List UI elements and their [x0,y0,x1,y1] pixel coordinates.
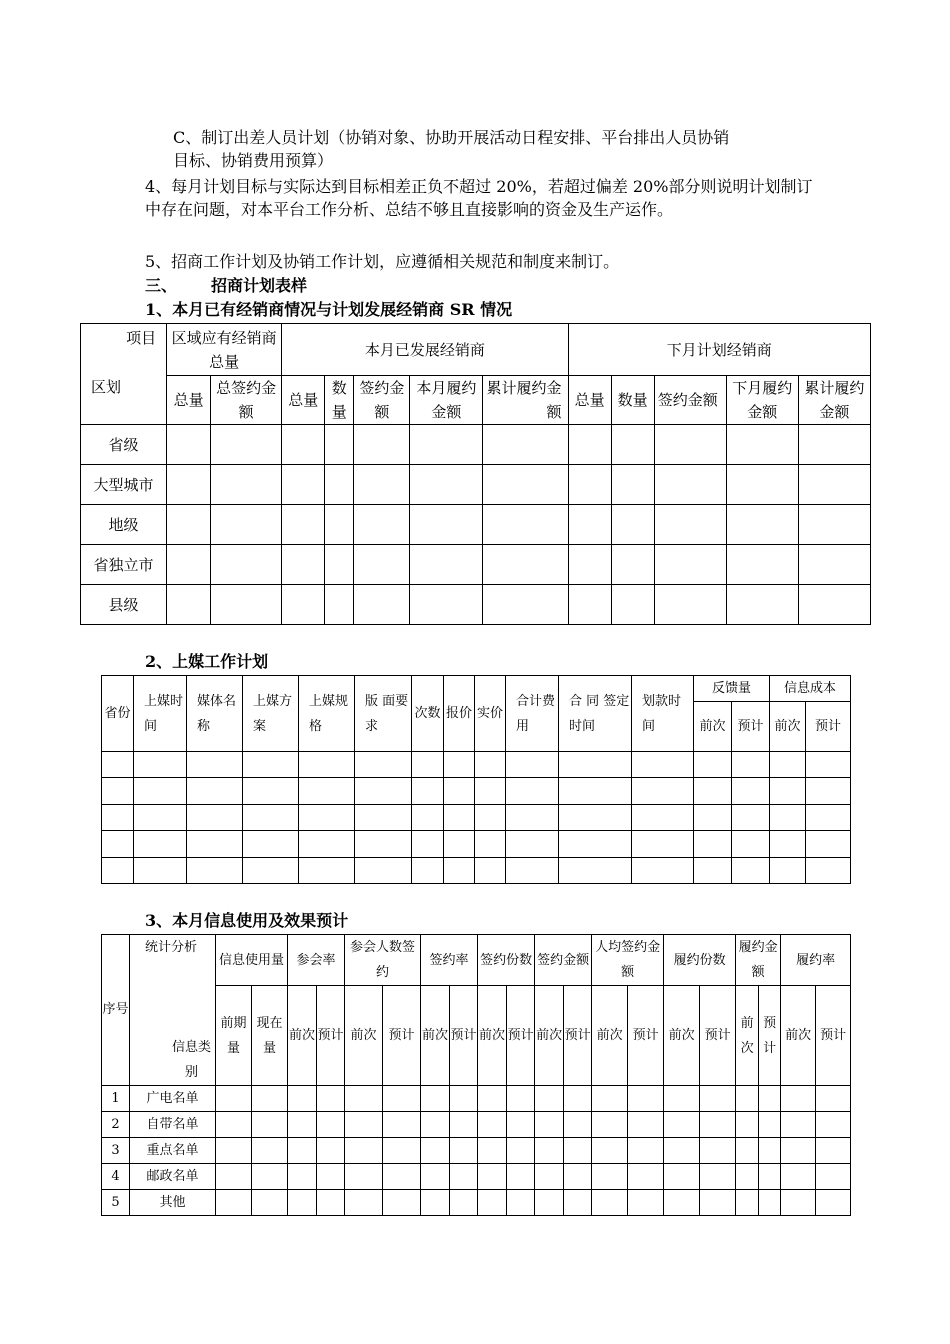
table-row [102,1086,851,1112]
table-row [102,1112,851,1138]
section-3-heading [145,275,307,297]
sub-header: 累计履约金额 [483,376,568,425]
dealer-status-table [80,323,871,625]
header-group: 人均签约金额 [592,935,664,986]
header-seq-label: 序号 [102,1002,129,1017]
sub-cur-qty: 现在量 [252,986,288,1086]
table2-title: 2、上媒工作计划 [145,652,269,671]
row-category: 邮政名单 [130,1164,216,1190]
row-number: 1 [102,1086,130,1112]
plan-item-c-line1: C、制订出差人员计划（协销对象、协助开展活动日程安排、平台排出人员协销 [173,128,730,147]
corner-region-label: 区划 [91,378,122,396]
header-seq [102,935,130,1086]
paragraph-4: 4、每月计划目标与实际达到目标相差正负不超过 20%，若超过偏差 20%部分则说明计划制订中存在问题，对本平台工作分析、总结不够且直接影响的资金及生产运作。 [145,177,813,219]
header-group: 履约份数 [664,935,736,986]
table-row [102,831,851,858]
section-3-number: 三、 [145,276,178,295]
header-media-name: 媒体名称 [187,676,243,752]
row-label: 省独立市 [81,545,167,585]
sub-est: 预计 [383,986,421,1086]
sub-header: 总量 [167,376,211,425]
sub-prev: 前次 [592,986,628,1086]
group-current-header: 本月已发展经销商 [282,324,568,376]
corner-project-label: 项目 [126,329,157,347]
header-media-spec: 上媒规格 [299,676,355,752]
sub-est: 预计 [732,702,770,752]
header-group: 参会人数签约 [345,935,421,986]
sub-header: 总量 [568,376,611,425]
sub-prev: 前次 [736,986,759,1086]
row-category: 广电名单 [130,1086,216,1112]
table-row [102,805,851,831]
sub-est: 预计 [628,986,664,1086]
row-number: 5 [102,1190,130,1216]
sub-header: 本月履约金额 [410,376,483,425]
row-label: 大型城市 [81,465,167,505]
section-3-title: 招商计划表样 [211,276,308,295]
sub-header: 签约金额 [654,376,726,425]
table-row [102,778,851,805]
table-row [102,1138,851,1164]
sub-prev: 前次 [535,986,564,1086]
group-region-header: 区域应有经销商总量 [167,324,282,376]
group-next-header: 下月计划经销商 [568,324,870,376]
header-group: 签约金额 [535,935,592,986]
table-row [102,752,851,778]
sub-est: 预计 [564,986,592,1086]
header-info-cost: 信息成本 [770,676,851,702]
row-category: 其他 [130,1190,216,1216]
table-row [81,545,871,585]
sub-prev: 前次 [694,702,732,752]
row-label: 县级 [81,585,167,625]
header-group: 履约率 [781,935,851,986]
table-row [102,858,851,884]
sub-header: 总签约金额 [211,376,282,425]
table1-title: 1、本月已有经销商情况与计划发展经销商 SR 情况 [145,300,513,319]
plan-item-c-line2: 目标、协销费用预算） [173,151,334,170]
sub-prev: 前次 [421,986,450,1086]
sub-prev: 前次 [664,986,700,1086]
table3-title: 3、本月信息使用及效果预计 [145,911,349,930]
header-media-plan: 上媒方案 [243,676,299,752]
row-number: 3 [102,1138,130,1164]
row-category: 重点名单 [130,1138,216,1164]
sub-prev: 前次 [345,986,383,1086]
header-actual-price: 实价 [475,676,506,752]
header-total-cost: 合计费用 [506,676,559,752]
sub-header: 下月履约金额 [726,376,798,425]
header-feedback: 反馈量 [694,676,770,702]
header-stat-analysis [130,935,216,1086]
header-payment-time: 划款时间 [632,676,694,752]
header-province: 省份 [102,676,134,752]
header-group: 参会率 [288,935,345,986]
sub-header: 数量 [325,376,354,425]
sub-est: 预计 [700,986,736,1086]
sub-header: 数量 [611,376,654,425]
sub-est: 预计 [816,986,851,1086]
row-label: 省级 [81,425,167,465]
sub-est: 预计 [759,986,781,1086]
table-row [81,465,871,505]
header-group: 履约金额 [736,935,781,986]
sub-header: 累计履约金额 [798,376,870,425]
sub-prev-qty: 前期量 [216,986,252,1086]
media-plan-table [101,675,851,884]
header-times: 次数 [412,676,444,752]
info-usage-table [101,934,851,1216]
info-category-label: 信息类别 [171,1040,211,1080]
sub-prev: 前次 [478,986,507,1086]
header-layout-req: 版 面要求 [355,676,412,752]
stat-analysis-label: 统计分析 [144,940,197,955]
table-row [81,425,871,465]
header-group: 签约率 [421,935,478,986]
corner-header-cell [81,324,167,425]
row-label: 地级 [81,505,167,545]
paragraph-5: 5、招商工作计划及协销工作计划，应遵循相关规范和制度来制订。 [145,252,620,271]
table-row [81,585,871,625]
sub-header: 总量 [282,376,325,425]
header-media-time: 上媒时间 [134,676,187,752]
table-row [102,1164,851,1190]
sub-prev: 前次 [288,986,317,1086]
header-contract-time: 合 同 签定时间 [559,676,632,752]
sub-header: 签约金额 [354,376,410,425]
table-row [102,1190,851,1216]
table-row [81,505,871,545]
header-quote: 报价 [444,676,475,752]
header-info-usage: 信息使用量 [216,935,288,986]
sub-prev: 前次 [781,986,816,1086]
row-number: 4 [102,1164,130,1190]
sub-est: 预计 [317,986,345,1086]
sub-est: 预计 [507,986,535,1086]
sub-prev: 前次 [770,702,806,752]
sub-est: 预计 [450,986,478,1086]
row-number: 2 [102,1112,130,1138]
header-group: 签约份数 [478,935,535,986]
sub-est: 预计 [806,702,851,752]
row-category: 自带名单 [130,1112,216,1138]
